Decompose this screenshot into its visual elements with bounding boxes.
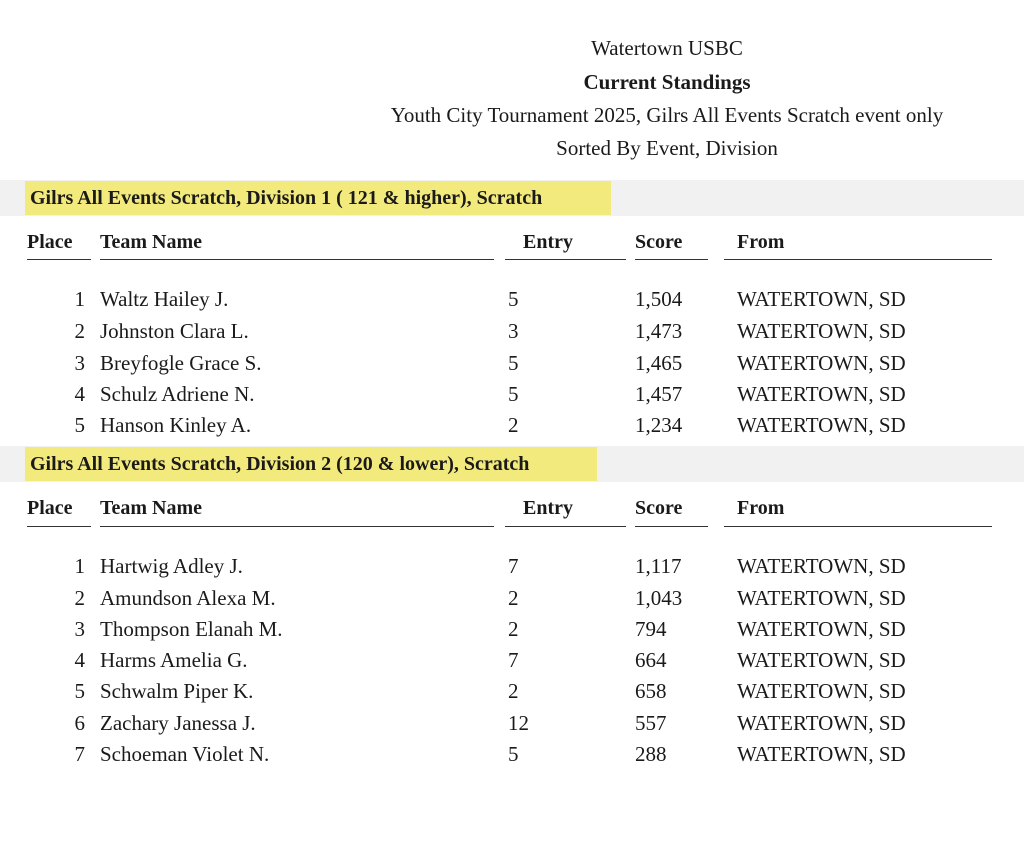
place-cell: 1: [74, 287, 85, 311]
place-column-header: Place: [27, 231, 73, 253]
place-cell: 4: [74, 382, 85, 406]
score-cell: 557: [635, 711, 667, 735]
division-2-title: Gilrs All Events Scratch, Division 2 (120 & lower), Scratch: [30, 453, 530, 475]
score-cell: 1,473: [635, 319, 683, 343]
team-name-cell: Schwalm Piper K.: [100, 679, 254, 703]
place-cell: 2: [74, 586, 85, 610]
table-row: [0, 287, 1024, 318]
from-cell: WATERTOWN, SD: [737, 648, 906, 672]
from-cell: WATERTOWN, SD: [737, 679, 906, 703]
team-name-cell: Schulz Adriene N.: [100, 382, 255, 406]
entry-cell: 5: [508, 382, 519, 406]
place-cell: 5: [74, 679, 85, 703]
place-cell: 5: [74, 413, 85, 437]
team-name-header-rule: [100, 259, 494, 260]
place-cell: 4: [74, 648, 85, 672]
team-name-cell: Zachary Janessa J.: [100, 711, 256, 735]
entry-cell: 5: [508, 351, 519, 375]
from-cell: WATERTOWN, SD: [737, 351, 906, 375]
score-cell: 1,504: [635, 287, 683, 311]
entry-cell: 2: [508, 413, 519, 437]
from-cell: WATERTOWN, SD: [737, 711, 906, 735]
score-header-rule: [635, 526, 708, 527]
team-name-header-rule: [100, 526, 494, 527]
entry-header-rule: [505, 259, 626, 260]
score-cell: 1,117: [635, 554, 682, 578]
score-cell: 664: [635, 648, 667, 672]
entry-cell: 5: [508, 742, 519, 766]
division-2-banner: [0, 446, 1024, 482]
team-name-cell: Amundson Alexa M.: [100, 586, 276, 610]
entry-cell: 7: [508, 554, 519, 578]
from-cell: WATERTOWN, SD: [737, 319, 906, 343]
table-row: [0, 648, 1024, 679]
entry-cell: 12: [508, 711, 529, 735]
from-cell: WATERTOWN, SD: [737, 742, 906, 766]
from-cell: WATERTOWN, SD: [737, 413, 906, 437]
from-column-header: From: [737, 497, 785, 519]
entry-column-header: Entry: [523, 497, 573, 519]
place-header-rule: [27, 526, 91, 527]
report-subtitle: Youth City Tournament 2025, Gilrs All Events Scratch event only: [390, 103, 944, 127]
from-cell: WATERTOWN, SD: [737, 287, 906, 311]
team-name-cell: Schoeman Violet N.: [100, 742, 270, 766]
team-name-cell: Waltz Hailey J.: [100, 287, 229, 311]
table-row: [0, 351, 1024, 382]
sort-description: Sorted By Event, Division: [556, 136, 778, 160]
team-name-cell: Johnston Clara L.: [100, 319, 249, 343]
team-name-column-header: Team Name: [100, 497, 203, 519]
entry-cell: 5: [508, 287, 519, 311]
team-name-cell: Hanson Kinley A.: [100, 413, 252, 437]
score-cell: 1,457: [635, 382, 683, 406]
place-header-rule: [27, 259, 91, 260]
place-column-header: Place: [27, 497, 73, 519]
table-row: [0, 742, 1024, 773]
score-cell: 288: [635, 742, 667, 766]
entry-cell: 2: [508, 617, 519, 641]
from-cell: WATERTOWN, SD: [737, 382, 906, 406]
score-cell: 1,234: [635, 413, 683, 437]
place-cell: 1: [74, 554, 85, 578]
table-row: [0, 711, 1024, 742]
score-cell: 1,043: [635, 586, 683, 610]
table-row: [0, 554, 1024, 585]
place-cell: 2: [74, 319, 85, 343]
from-cell: WATERTOWN, SD: [737, 617, 906, 641]
place-cell: 6: [74, 711, 85, 735]
score-header-rule: [635, 259, 708, 260]
score-column-header: Score: [635, 231, 683, 253]
team-name-cell: Hartwig Adley J.: [100, 554, 243, 578]
report-title: Current Standings: [583, 70, 751, 94]
score-column-header: Score: [635, 497, 683, 519]
organization-name: Watertown USBC: [591, 36, 743, 60]
entry-cell: 7: [508, 648, 519, 672]
entry-cell: 2: [508, 586, 519, 610]
entry-cell: 2: [508, 679, 519, 703]
from-header-rule: [724, 259, 992, 260]
table-row: [0, 679, 1024, 710]
place-cell: 3: [74, 351, 85, 375]
team-name-cell: Breyfogle Grace S.: [100, 351, 262, 375]
place-cell: 7: [74, 742, 85, 766]
entry-cell: 3: [508, 319, 519, 343]
team-name-column-header: Team Name: [100, 231, 203, 253]
table-row: [0, 413, 1024, 444]
table-row: [0, 586, 1024, 617]
division-1-banner: [0, 180, 1024, 216]
place-cell: 3: [74, 617, 85, 641]
score-cell: 1,465: [635, 351, 683, 375]
table-row: [0, 617, 1024, 648]
team-name-cell: Thompson Elanah M.: [100, 617, 283, 641]
team-name-cell: Harms Amelia G.: [100, 648, 248, 672]
from-cell: WATERTOWN, SD: [737, 586, 906, 610]
entry-column-header: Entry: [523, 231, 573, 253]
division-1-title: Gilrs All Events Scratch, Division 1 ( 121 & higher), Scratch: [30, 187, 543, 209]
from-column-header: From: [737, 231, 785, 253]
from-header-rule: [724, 526, 992, 527]
score-cell: 658: [635, 679, 667, 703]
from-cell: WATERTOWN, SD: [737, 554, 906, 578]
score-cell: 794: [635, 617, 667, 641]
table-row: [0, 382, 1024, 413]
entry-header-rule: [505, 526, 626, 527]
table-row: [0, 319, 1024, 350]
